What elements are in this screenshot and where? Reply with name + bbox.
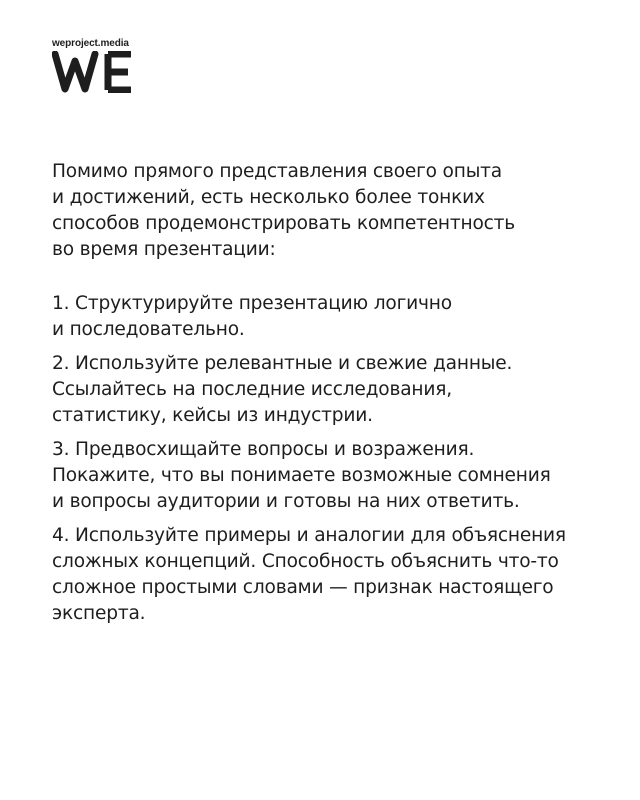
article-body [52, 159, 612, 635]
intro-paragraph: Помимо прямого представления своего опыта и достижений, есть несколько более тонких способов продемонстрировать компетентность во время презентации: [52, 161, 516, 260]
we-logo-icon [52, 51, 134, 93]
brand-header [52, 38, 172, 98]
list-item: 4. Используйте примеры и аналогии для объяснения сложных концепций. Способность объяснить что-то сложное простыми словами — признак настоящего эксперта. [52, 525, 566, 624]
brand-site-url: weproject.media [52, 38, 129, 49]
list-item: 3. Предвосхищайте вопросы и возражения. Покажите, что вы понимаете возможные сомнения и вопросы аудитории и готовы на них ответить. [52, 439, 551, 512]
list-item: 1. Структурируйте презентацию логично и последовательно. [52, 293, 452, 340]
list-item: 2. Используйте релевантные и свежие данные. Ссылайтесь на последние исследования, статистику, кейсы из индустрии. [52, 353, 513, 426]
